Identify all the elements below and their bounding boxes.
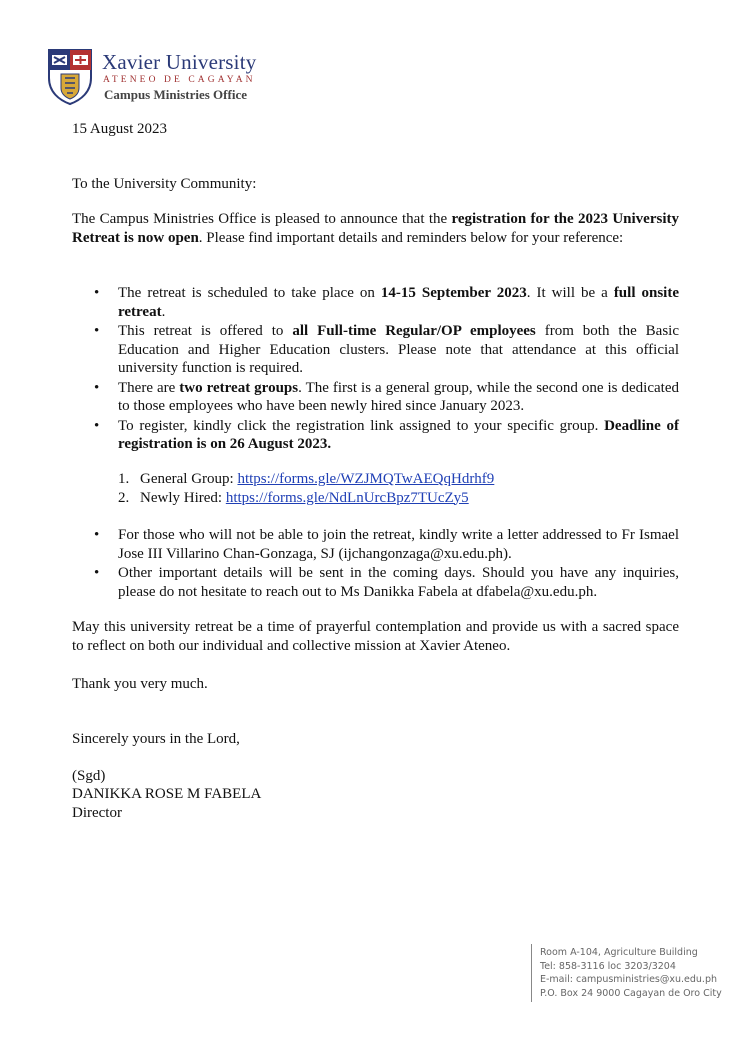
list-item xyxy=(118,470,618,489)
list-item xyxy=(118,489,618,508)
closing-paragraph: May this university retreat be a time of prayerful contemplation and provide us with a sacred space to reflect on both our individual and collective mission at Xavier Ateneo. xyxy=(72,619,679,654)
xavier-shield-logo-icon xyxy=(47,48,93,106)
salutation: To the University Community: xyxy=(72,176,257,192)
bullet-bold: Deadline of registration is on 26 August 2023. xyxy=(118,417,679,452)
bullet-bold: all Full-time Regular/OP employees xyxy=(292,323,536,339)
bullet-bold: 14-15 September 2023 xyxy=(380,285,527,301)
bullet-text: This retreat is offered to xyxy=(118,323,293,339)
list-item xyxy=(72,564,679,601)
link-label: Newly Hired: xyxy=(140,489,226,506)
bullet-text: To register, kindly click the registration link assigned to your specific group. xyxy=(118,417,605,434)
bullet-text: For those who will not be able to join the retreat, kindly write a letter addressed to Fr Ismael Jose III Villarino Chan-Gonzaga, SJ (ijchangonzaga@xu.edu.ph). xyxy=(118,527,679,562)
list-item xyxy=(72,284,679,321)
footer-line: E-mail: campusministries@xu.edu.ph xyxy=(540,974,718,985)
bullet-icon: • xyxy=(94,417,100,434)
bullet-icon: • xyxy=(94,323,100,339)
intro-bold: registration for the 2023 University Retreat is now open xyxy=(72,211,679,246)
bullet-text: There are xyxy=(118,379,180,396)
thanks-line: Thank you very much. xyxy=(72,676,208,692)
bullet-text: . It will be a xyxy=(526,285,614,301)
list-item xyxy=(72,526,679,563)
bullet-bold: full onsite retreat xyxy=(118,285,679,320)
footer-address xyxy=(540,946,722,1000)
intro-text-1: The Campus Ministries Office is pleased to announce that the xyxy=(72,211,452,227)
bullet-icon: • xyxy=(94,527,100,543)
list-item xyxy=(72,379,679,416)
details-list xyxy=(72,284,679,455)
newly-hired-link[interactable]: https://forms.gle/NdLnUrcBpz7TUcZy5 xyxy=(225,489,469,506)
signatory-name: DANIKKA ROSE M FABELA xyxy=(72,786,262,802)
footer-line: Tel: 858-3116 loc 3203/3204 xyxy=(540,960,676,972)
bullet-text: . The first is a general group, while the second one is dedicated to those employees who have been newly hired since January 2023. xyxy=(118,379,679,414)
list-number: 1. xyxy=(118,471,130,487)
link-label: General Group: xyxy=(140,471,238,487)
signatory-title: Director xyxy=(72,805,122,821)
reminders-list xyxy=(72,526,679,602)
bullet-bold: two retreat groups xyxy=(179,379,299,396)
bullet-text: The retreat is scheduled to take place on xyxy=(118,285,381,301)
general-group-link[interactable]: https://forms.gle/WZJMQTwAEQqHdrhf9 xyxy=(237,471,495,487)
list-number: 2. xyxy=(118,489,130,506)
list-item xyxy=(72,322,679,378)
office-name: Campus Ministries Office xyxy=(104,87,247,102)
bullet-text: Other important details will be sent in the coming days. Should you have any inquiries, please do not hesitate to reach out to Ms Danikka Fabela at dfabela@xu.edu.ph. xyxy=(118,565,679,600)
intro-text-2: . Please find important details and reminders below for your reference: xyxy=(198,229,624,246)
university-name: Xavier University xyxy=(102,50,257,74)
university-subtitle: ATENEO DE CAGAYAN xyxy=(103,75,256,85)
bullet-icon: • xyxy=(94,565,100,581)
intro-paragraph xyxy=(72,210,679,247)
signed-marker: (Sgd) xyxy=(72,768,106,784)
footer-divider xyxy=(531,944,532,1002)
registration-links xyxy=(118,470,618,507)
bullet-text: from both the Basic Education and Higher Education clusters. Please note that attendance at this official university function is required. xyxy=(118,323,679,376)
bullet-icon: • xyxy=(94,285,100,301)
letter-date: 15 August 2023 xyxy=(72,121,168,137)
footer-line: Room A-104, Agriculture Building xyxy=(540,947,698,958)
bullet-text: . xyxy=(161,303,166,320)
sign-off: Sincerely yours in the Lord, xyxy=(72,731,240,747)
list-item xyxy=(72,417,679,454)
bullet-icon: • xyxy=(94,379,100,396)
footer-line: P.O. Box 24 9000 Cagayan de Oro City xyxy=(540,987,722,999)
